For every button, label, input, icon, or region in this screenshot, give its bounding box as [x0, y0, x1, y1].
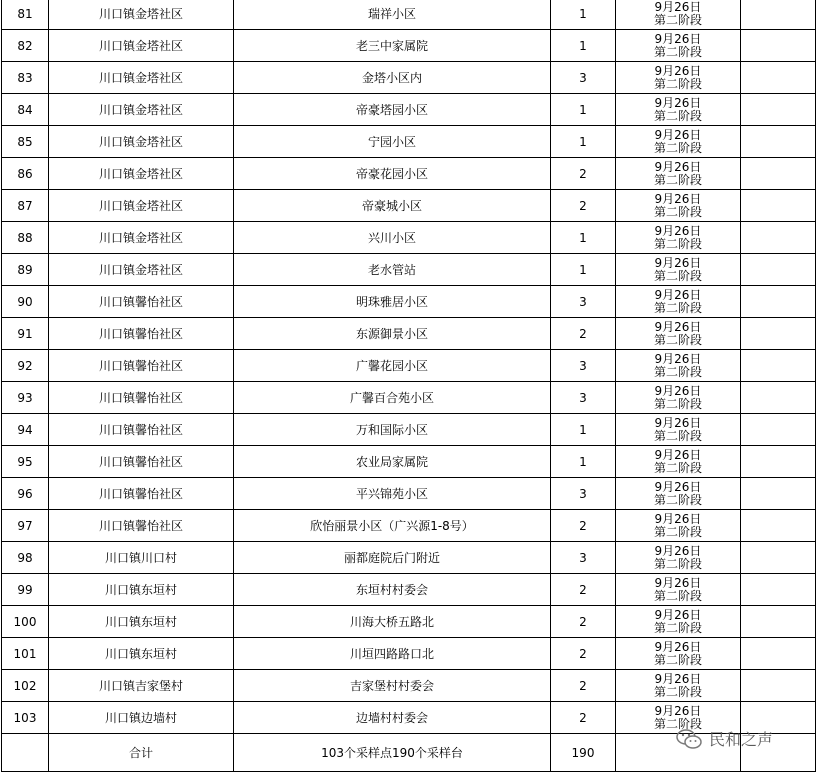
row-blank	[741, 510, 816, 542]
row-count: 2	[551, 606, 616, 638]
row-number: 101	[2, 638, 49, 670]
row-date: 9月26日	[654, 351, 702, 366]
row-blank	[741, 670, 816, 702]
row-phase: 第二阶段	[653, 652, 702, 667]
row-blank	[741, 222, 816, 254]
row-count: 3	[551, 478, 616, 510]
row-count: 2	[551, 510, 616, 542]
row-date: 9月26日	[654, 447, 702, 462]
row-blank	[741, 94, 816, 126]
row-count: 3	[551, 542, 616, 574]
row-site: 金塔小区内	[234, 62, 551, 94]
row-town: 川口镇馨怡社区	[49, 318, 234, 350]
row-time	[616, 318, 741, 350]
row-town: 川口镇馨怡社区	[49, 382, 234, 414]
row-date: 9月26日	[654, 639, 702, 654]
wechat-icon	[675, 728, 703, 750]
row-number: 83	[2, 62, 49, 94]
row-town: 川口镇金塔社区	[49, 190, 234, 222]
row-town: 川口镇金塔社区	[49, 30, 234, 62]
row-phase: 第二阶段	[653, 300, 702, 315]
watermark-text: 民和之声	[709, 730, 774, 749]
row-town: 川口镇川口村	[49, 542, 234, 574]
row-time	[616, 510, 741, 542]
row-count: 2	[551, 190, 616, 222]
row-phase: 第二阶段	[653, 204, 702, 219]
row-town: 川口镇馨怡社区	[49, 286, 234, 318]
row-site: 瑞祥小区	[234, 0, 551, 30]
row-town: 川口镇金塔社区	[49, 158, 234, 190]
row-count: 2	[551, 158, 616, 190]
table-row	[2, 62, 816, 94]
row-time	[616, 126, 741, 158]
row-number: 94	[2, 414, 49, 446]
row-phase: 第二阶段	[653, 556, 702, 571]
row-site: 吉家堡村村委会	[234, 670, 551, 702]
row-blank	[741, 318, 816, 350]
table-row	[2, 606, 816, 638]
row-site: 东源御景小区	[234, 318, 551, 350]
row-number: 99	[2, 574, 49, 606]
row-number: 84	[2, 94, 49, 126]
row-town: 川口镇东垣村	[49, 638, 234, 670]
table-row	[2, 446, 816, 478]
row-blank	[741, 254, 816, 286]
table-row	[2, 382, 816, 414]
row-number: 97	[2, 510, 49, 542]
row-time	[616, 286, 741, 318]
row-phase: 第二阶段	[653, 524, 702, 539]
table-row	[2, 158, 816, 190]
total-summary: 103个采样点190个采样台	[234, 734, 551, 772]
table-row	[2, 94, 816, 126]
row-town: 川口镇金塔社区	[49, 0, 234, 30]
row-blank	[741, 62, 816, 94]
row-time	[616, 382, 741, 414]
sampling-sites-table	[1, 0, 816, 772]
row-blank	[741, 286, 816, 318]
row-town: 川口镇馨怡社区	[49, 478, 234, 510]
row-number: 100	[2, 606, 49, 638]
row-town: 川口镇金塔社区	[49, 94, 234, 126]
row-phase: 第二阶段	[653, 12, 702, 27]
row-count: 3	[551, 350, 616, 382]
row-town: 川口镇馨怡社区	[49, 414, 234, 446]
table-row	[2, 318, 816, 350]
row-site: 边墙村村委会	[234, 702, 551, 734]
row-number: 90	[2, 286, 49, 318]
row-time	[616, 222, 741, 254]
table-row	[2, 574, 816, 606]
row-date: 9月26日	[654, 607, 702, 622]
total-blank-cell	[2, 734, 49, 772]
row-time	[616, 574, 741, 606]
row-time	[616, 254, 741, 286]
row-phase: 第二阶段	[653, 332, 702, 347]
row-number: 95	[2, 446, 49, 478]
row-date: 9月26日	[654, 415, 702, 430]
row-blank	[741, 350, 816, 382]
row-site: 丽都庭院后门附近	[234, 542, 551, 574]
row-time	[616, 94, 741, 126]
row-town: 川口镇边墙村	[49, 702, 234, 734]
row-phase: 第二阶段	[653, 588, 702, 603]
table-row	[2, 670, 816, 702]
row-site: 平兴锦苑小区	[234, 478, 551, 510]
table-row	[2, 542, 816, 574]
row-count: 2	[551, 638, 616, 670]
row-time	[616, 350, 741, 382]
row-blank	[741, 606, 816, 638]
table-row	[2, 254, 816, 286]
row-count: 1	[551, 0, 616, 30]
row-phase: 第二阶段	[653, 364, 702, 379]
row-site: 川海大桥五路北	[234, 606, 551, 638]
row-count: 3	[551, 286, 616, 318]
row-phase: 第二阶段	[653, 716, 702, 731]
row-time	[616, 414, 741, 446]
table-row	[2, 414, 816, 446]
row-site: 明珠雅居小区	[234, 286, 551, 318]
row-date: 9月26日	[654, 31, 702, 46]
row-site: 川垣四路路口北	[234, 638, 551, 670]
row-date: 9月26日	[654, 383, 702, 398]
row-number: 85	[2, 126, 49, 158]
row-site: 帝豪塔园小区	[234, 94, 551, 126]
row-number: 98	[2, 542, 49, 574]
row-date: 9月26日	[654, 703, 702, 718]
row-time	[616, 606, 741, 638]
row-number: 102	[2, 670, 49, 702]
row-site: 广馨花园小区	[234, 350, 551, 382]
row-time	[616, 190, 741, 222]
row-date: 9月26日	[654, 287, 702, 302]
row-time	[616, 478, 741, 510]
row-phase: 第二阶段	[653, 236, 702, 251]
row-time	[616, 0, 741, 30]
table-row	[2, 478, 816, 510]
row-count: 2	[551, 670, 616, 702]
row-count: 2	[551, 574, 616, 606]
row-blank	[741, 414, 816, 446]
row-phase: 第二阶段	[653, 172, 702, 187]
row-number: 92	[2, 350, 49, 382]
row-blank	[741, 190, 816, 222]
row-blank	[741, 158, 816, 190]
row-number: 91	[2, 318, 49, 350]
row-phase: 第二阶段	[653, 460, 702, 475]
row-time	[616, 62, 741, 94]
row-count: 1	[551, 414, 616, 446]
row-count: 3	[551, 382, 616, 414]
table-row	[2, 286, 816, 318]
row-blank	[741, 574, 816, 606]
row-date: 9月26日	[654, 63, 702, 78]
row-site: 老三中家属院	[234, 30, 551, 62]
row-number: 96	[2, 478, 49, 510]
row-phase: 第二阶段	[653, 44, 702, 59]
table-row	[2, 126, 816, 158]
row-count: 2	[551, 318, 616, 350]
row-time	[616, 670, 741, 702]
row-phase: 第二阶段	[653, 620, 702, 635]
row-town: 川口镇金塔社区	[49, 254, 234, 286]
row-site: 农业局家属院	[234, 446, 551, 478]
row-blank	[741, 30, 816, 62]
row-site: 欣怡丽景小区（广兴源1-8号）	[234, 510, 551, 542]
row-site: 万和国际小区	[234, 414, 551, 446]
watermark	[675, 727, 773, 750]
row-site: 宁园小区	[234, 126, 551, 158]
row-site: 兴川小区	[234, 222, 551, 254]
row-date: 9月26日	[654, 191, 702, 206]
row-date: 9月26日	[654, 159, 702, 174]
row-date: 9月26日	[654, 255, 702, 270]
row-town: 川口镇馨怡社区	[49, 350, 234, 382]
row-town: 川口镇金塔社区	[49, 126, 234, 158]
row-number: 87	[2, 190, 49, 222]
row-count: 3	[551, 62, 616, 94]
row-count: 1	[551, 94, 616, 126]
row-site: 东垣村村委会	[234, 574, 551, 606]
row-phase: 第二阶段	[653, 684, 702, 699]
row-date: 9月26日	[654, 95, 702, 110]
row-count: 1	[551, 254, 616, 286]
table-row	[2, 510, 816, 542]
row-phase: 第二阶段	[653, 428, 702, 443]
row-date: 9月26日	[654, 671, 702, 686]
row-date: 9月26日	[654, 127, 702, 142]
row-count: 1	[551, 126, 616, 158]
row-town: 川口镇吉家堡村	[49, 670, 234, 702]
row-date: 9月26日	[654, 0, 702, 14]
row-town: 川口镇馨怡社区	[49, 446, 234, 478]
total-label: 合计	[49, 734, 234, 772]
row-blank	[741, 382, 816, 414]
row-site: 帝豪花园小区	[234, 158, 551, 190]
table-row	[2, 638, 816, 670]
row-time	[616, 30, 741, 62]
table-row	[2, 30, 816, 62]
row-time	[616, 542, 741, 574]
row-number: 103	[2, 702, 49, 734]
row-town: 川口镇东垣村	[49, 574, 234, 606]
row-town: 川口镇金塔社区	[49, 62, 234, 94]
row-count: 1	[551, 446, 616, 478]
row-site: 广馨百合苑小区	[234, 382, 551, 414]
row-blank	[741, 638, 816, 670]
row-date: 9月26日	[654, 319, 702, 334]
row-number: 82	[2, 30, 49, 62]
table-row	[2, 190, 816, 222]
total-count: 190	[551, 734, 616, 772]
row-phase: 第二阶段	[653, 140, 702, 155]
row-phase: 第二阶段	[653, 492, 702, 507]
row-site: 老水管站	[234, 254, 551, 286]
row-date: 9月26日	[654, 543, 702, 558]
row-time	[616, 446, 741, 478]
row-site: 帝豪城小区	[234, 190, 551, 222]
row-blank	[741, 446, 816, 478]
row-date: 9月26日	[654, 575, 702, 590]
row-number: 81	[2, 0, 49, 30]
row-count: 1	[551, 30, 616, 62]
row-blank	[741, 542, 816, 574]
row-count: 1	[551, 222, 616, 254]
row-blank	[741, 0, 816, 30]
row-number: 88	[2, 222, 49, 254]
row-town: 川口镇馨怡社区	[49, 510, 234, 542]
row-town: 川口镇东垣村	[49, 606, 234, 638]
row-blank	[741, 126, 816, 158]
row-town: 川口镇金塔社区	[49, 222, 234, 254]
row-number: 93	[2, 382, 49, 414]
row-phase: 第二阶段	[653, 108, 702, 123]
table-row	[2, 222, 816, 254]
row-phase: 第二阶段	[653, 268, 702, 283]
row-blank	[741, 478, 816, 510]
row-date: 9月26日	[654, 223, 702, 238]
row-time	[616, 158, 741, 190]
row-count: 2	[551, 702, 616, 734]
row-number: 89	[2, 254, 49, 286]
table-row	[2, 0, 816, 30]
row-number: 86	[2, 158, 49, 190]
row-phase: 第二阶段	[653, 76, 702, 91]
row-time	[616, 638, 741, 670]
row-date: 9月26日	[654, 511, 702, 526]
row-date: 9月26日	[654, 479, 702, 494]
row-phase: 第二阶段	[653, 396, 702, 411]
table-row	[2, 350, 816, 382]
